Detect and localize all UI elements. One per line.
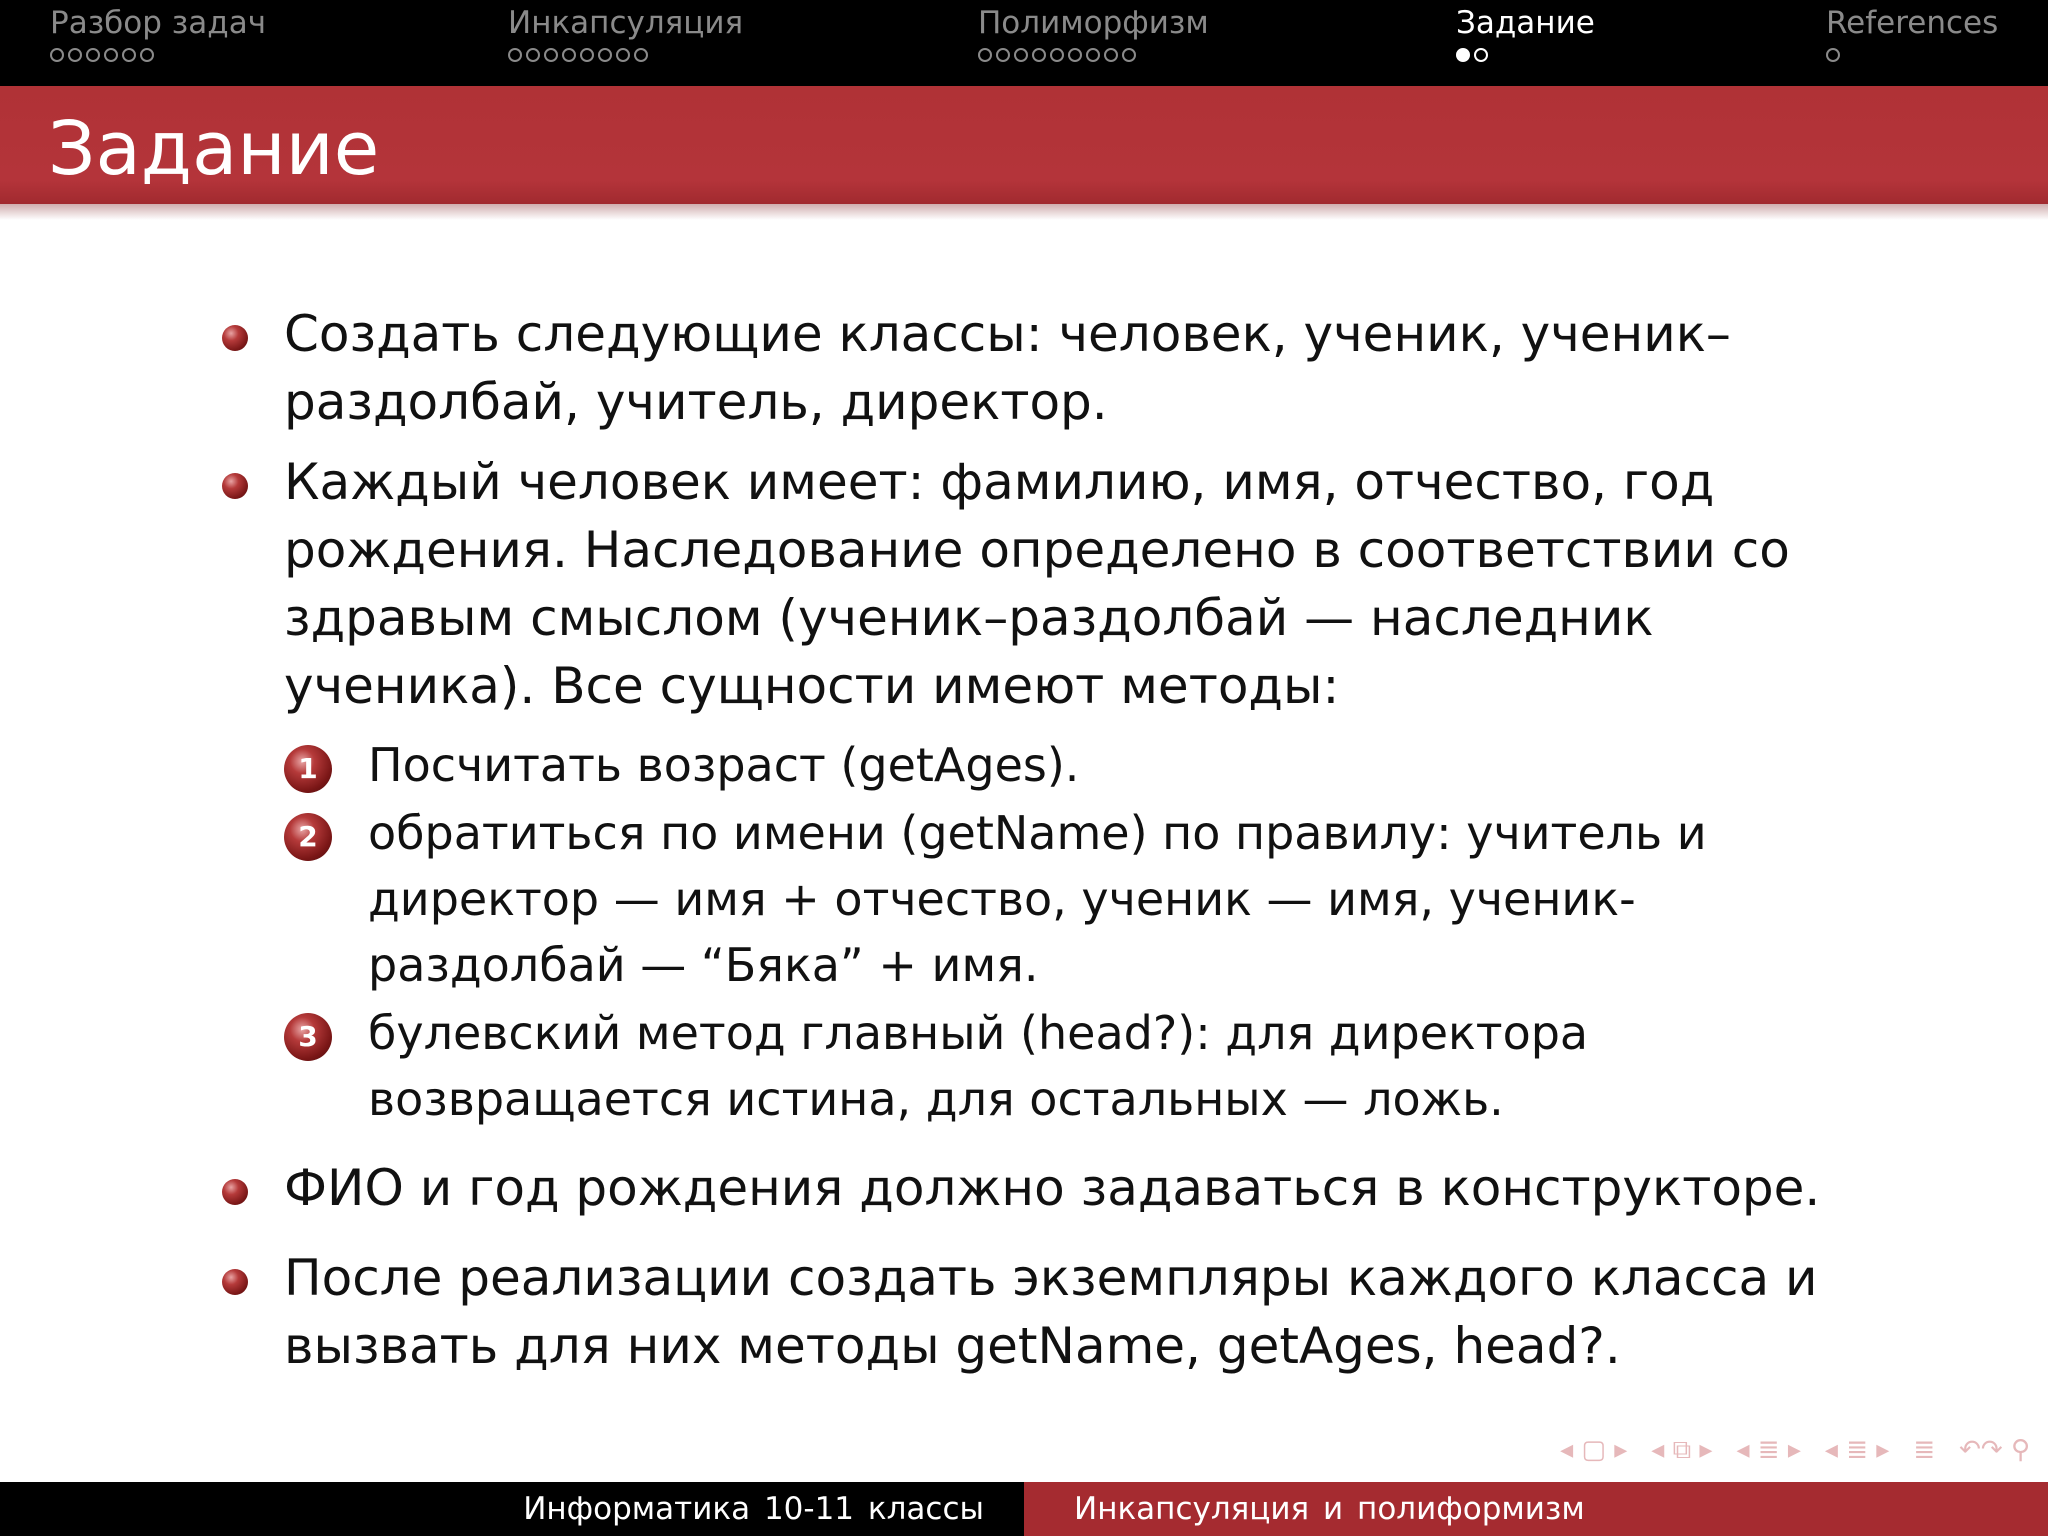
nav-section-title[interactable]: References [1826,5,1999,41]
slide-dot[interactable] [616,48,630,62]
nav-dots [978,48,1209,68]
bullet-text: Создать следующие классы: человек, ученик, ученик–раздолбай, учитель, директор. [284,305,1731,431]
frame-nav-icon[interactable]: ◂ ⧉ ▸ [1651,1435,1713,1465]
nav-section-title[interactable]: Полиморфизм [978,5,1209,41]
slide-dot[interactable] [1086,48,1100,62]
enumerated-list [222,732,1882,1132]
section-nav-icon[interactable]: ◂ ≣ ▸ [1824,1435,1890,1465]
nav-dots [50,48,266,68]
slide-nav-icon[interactable]: ◂ ▢ ▸ [1560,1435,1628,1465]
nav-section-razbor[interactable] [50,4,266,84]
slide-dot[interactable] [580,48,594,62]
bullet-text: Каждый человек имеет: фамилию, имя, отчество, год рождения. Наследование определено в соответствии со здравым смыслом (ученик–раздолбай — наследник ученика). Все сущности имеют методы: [284,453,1790,715]
nav-section-polymorphism[interactable] [978,4,1209,84]
number-ball-icon: 3 [284,1013,332,1061]
enumerated-item [284,1000,1882,1132]
enumerated-item [284,732,1882,798]
nav-dots [508,48,743,68]
nav-section-title[interactable]: Разбор задач [50,5,267,41]
footer-talk-title: Инкапсуляция и полиформизм [1074,1491,1585,1527]
bullet-item [222,1244,1882,1380]
slide-dot[interactable] [104,48,118,62]
bullet-text: После реализации создать экземпляры каждого класса и вызвать для них методы getName, getAges, head?. [284,1249,1818,1375]
slide-content [222,300,1882,1392]
section-navigation-bar [0,0,2048,86]
slide-dot[interactable] [1826,48,1840,62]
slide-dot[interactable] [526,48,540,62]
slide-dot[interactable] [634,48,648,62]
slide-dot[interactable] [996,48,1010,62]
slide-dot[interactable] [86,48,100,62]
nav-dots [1826,48,1998,68]
footer-course-title: Информатика 10-11 классы [523,1491,984,1527]
slide-dot[interactable] [1050,48,1064,62]
bullet-ball-icon [222,1269,248,1295]
subsection-nav-icon[interactable]: ◂ ≣ ▸ [1736,1435,1801,1465]
enumerated-text: Посчитать возраст (getAges). [368,738,1080,792]
nav-dots [1456,48,1595,68]
slide-dot[interactable] [1474,48,1488,62]
nav-section-title[interactable]: Инкапсуляция [508,5,744,41]
number-ball-icon: 1 [284,745,332,793]
bullet-ball-icon [222,325,248,351]
bullet-item [222,1154,1882,1222]
slide-dot[interactable] [598,48,612,62]
slide-dot[interactable] [1122,48,1136,62]
footline-right [1024,1482,2048,1536]
bullet-ball-icon [222,1179,248,1205]
slide-dot[interactable] [140,48,154,62]
toc-icon[interactable]: ≣ [1913,1435,1936,1465]
footline [0,1482,2048,1536]
bullet-text: ФИО и год рождения должно задаваться в конструкторе. [284,1159,1821,1217]
enumerated-text: булевский метод главный (head?): для директора возвращается истина, для остальных — ложь. [368,1006,1589,1126]
number-ball-icon: 2 [284,813,332,861]
slide-dot[interactable] [562,48,576,62]
bullet-item [222,300,1882,436]
slide-dot[interactable] [978,48,992,62]
slide-dot[interactable] [122,48,136,62]
frame-title-shadow [0,204,2048,220]
current-slide-dot[interactable] [1456,48,1470,62]
frame-title: Задание [48,106,380,192]
slide-dot[interactable] [544,48,558,62]
slide-dot[interactable] [1014,48,1028,62]
slide-dot[interactable] [508,48,522,62]
nav-section-task[interactable] [1456,4,1595,84]
slide-dot[interactable] [68,48,82,62]
nav-section-title[interactable]: Задание [1456,5,1595,41]
enumerated-item [284,800,1882,998]
search-back-forward-icon[interactable]: ↶↷ ⚲ [1959,1435,2030,1465]
navigation-symbols [1300,1432,2030,1468]
enumerated-text: обратиться по имени (getName) по правилу: учитель и директор — имя + отчество, ученик — имя, ученик-раздолбай — “Бяка” + имя. [368,806,1707,992]
slide-dot[interactable] [1104,48,1118,62]
bullet-ball-icon [222,473,248,499]
slide-dot[interactable] [1068,48,1082,62]
slide-dot[interactable] [1032,48,1046,62]
nav-section-encapsulation[interactable] [508,4,743,84]
footline-left [0,1482,1024,1536]
nav-section-references[interactable] [1826,4,1998,84]
bullet-item [222,448,1882,720]
slide-dot[interactable] [50,48,64,62]
